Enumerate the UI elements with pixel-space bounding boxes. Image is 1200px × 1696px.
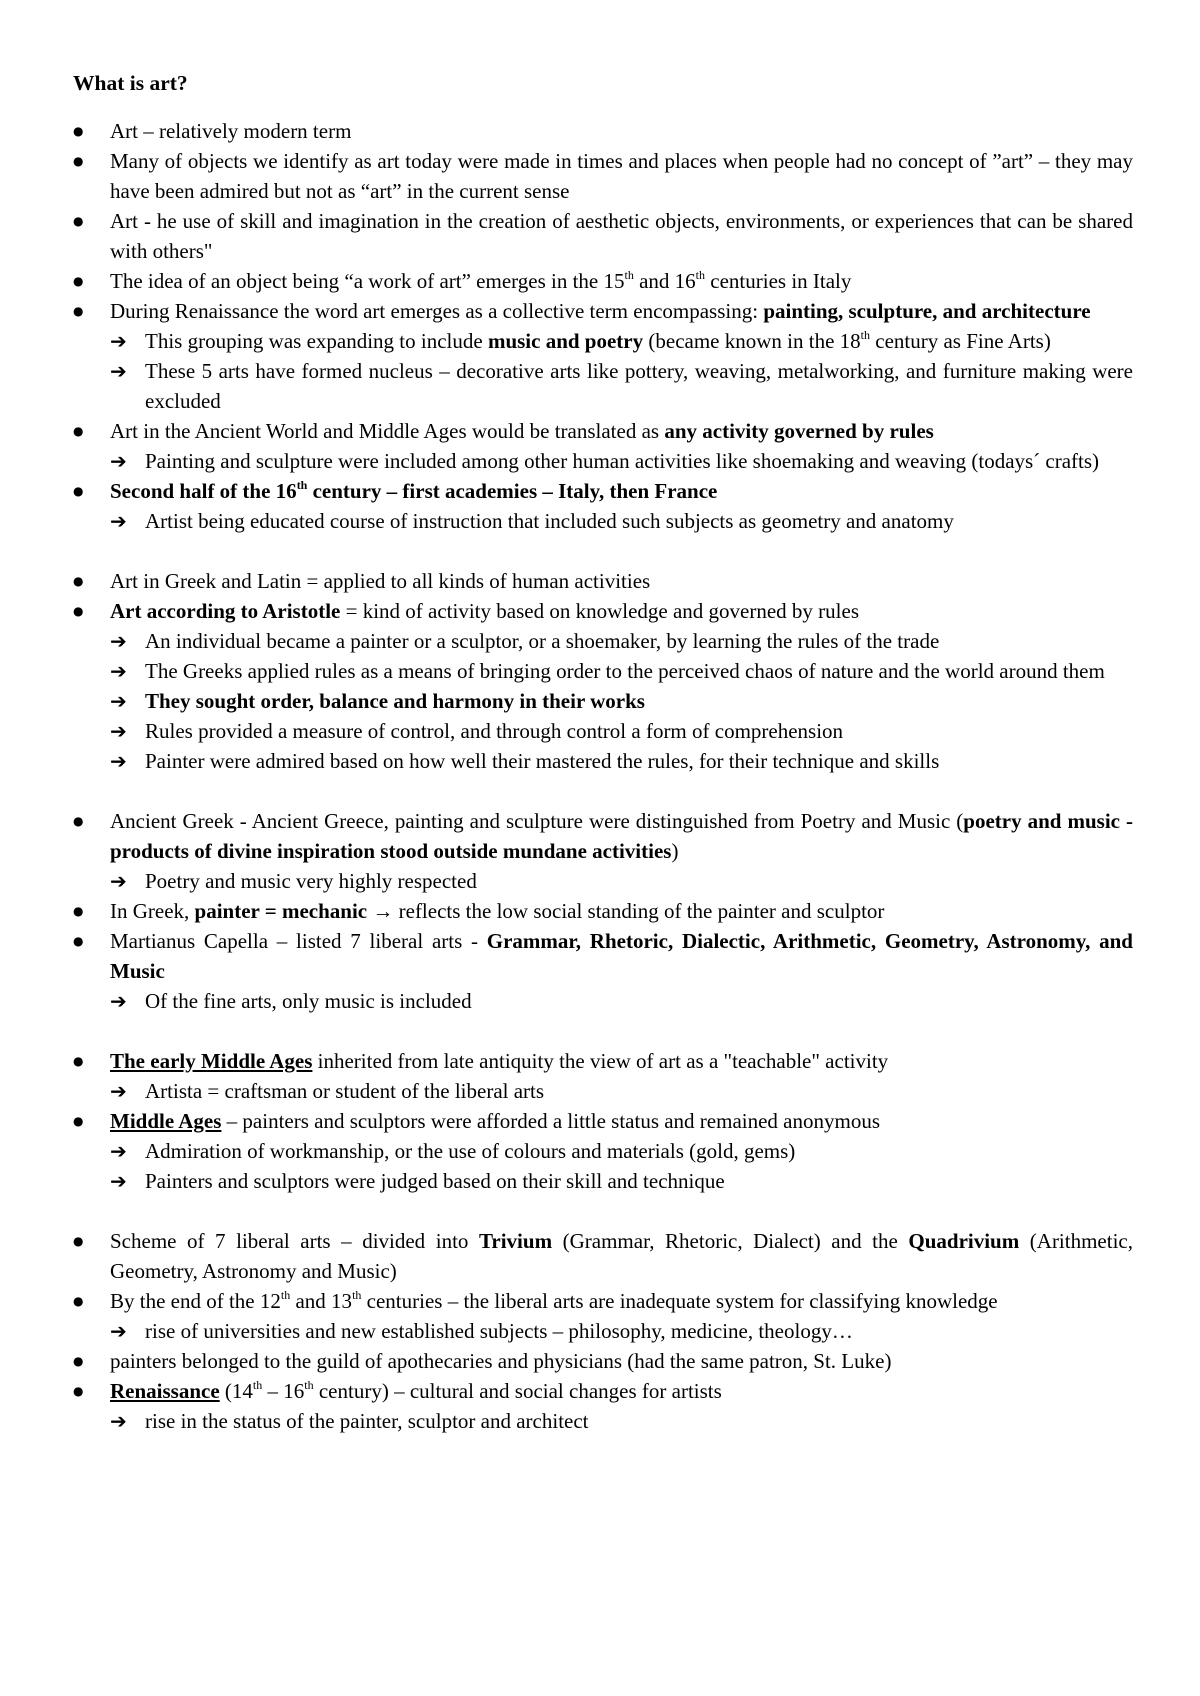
list-item: ● Art in the Ancient World and Middle Ages would be translated as any activity governed by rules bbox=[73, 416, 1133, 446]
arrow-icon: ➔ bbox=[110, 509, 127, 533]
spacer bbox=[73, 776, 1133, 806]
sub-item: ➔ rise in the status of the painter, sculptor and architect bbox=[73, 1406, 1133, 1436]
sub-item: ➔ Painting and sculpture were included among other human activities like shoemaking and weaving (todays´ crafts) bbox=[73, 446, 1133, 476]
sub-item: ➔ Artista = craftsman or student of the liberal arts bbox=[73, 1076, 1133, 1106]
arrow-icon: ➔ bbox=[110, 1409, 127, 1433]
sub-item: ➔ Artist being educated course of instruction that included such subjects as geometry and anatomy bbox=[73, 506, 1133, 536]
list-item: ● Art – relatively modern term bbox=[73, 116, 1133, 146]
list-item: ● Second half of the 16th century – first academies – Italy, then France bbox=[73, 476, 1133, 506]
spacer bbox=[73, 536, 1133, 566]
list-item: ● Renaissance (14th – 16th century) – cultural and social changes for artists bbox=[73, 1376, 1133, 1406]
sub-item: ➔ These 5 arts have formed nucleus – decorative arts like pottery, weaving, metalworking, and furniture making were excluded bbox=[73, 356, 1133, 416]
sub-item: ➔ Poetry and music very highly respected bbox=[73, 866, 1133, 896]
page-title: What is art? bbox=[73, 71, 188, 95]
arrow-icon: ➔ bbox=[110, 689, 127, 713]
arrow-icon: ➔ bbox=[110, 1169, 127, 1193]
list-item: ● During Renaissance the word art emerges as a collective term encompassing: painting, sculpture, and architecture bbox=[73, 296, 1133, 326]
sub-item: ➔ rise of universities and new established subjects – philosophy, medicine, theology… bbox=[73, 1316, 1133, 1346]
list-item: ● Art in Greek and Latin = applied to all kinds of human activities bbox=[73, 566, 1133, 596]
sub-item: ➔ Painters and sculptors were judged based on their skill and technique bbox=[73, 1166, 1133, 1196]
arrow-icon: ➔ bbox=[110, 359, 127, 383]
list-item: ● The early Middle Ages inherited from late antiquity the view of art as a "teachable" activity bbox=[73, 1046, 1133, 1076]
sub-item: ➔ The Greeks applied rules as a means of bringing order to the perceived chaos of nature and the world around them bbox=[73, 656, 1133, 686]
list-item: ● In Greek, painter = mechanic → reflects the low social standing of the painter and sculptor bbox=[73, 896, 1133, 926]
arrow-icon: ➔ bbox=[110, 1139, 127, 1163]
arrow-icon: ➔ bbox=[110, 659, 127, 683]
arrow-icon: ➔ bbox=[110, 1079, 127, 1103]
sub-item: ➔ Rules provided a measure of control, and through control a form of comprehension bbox=[73, 716, 1133, 746]
list-item: ● Scheme of 7 liberal arts – divided into Trivium (Grammar, Rhetoric, Dialect) and the Quadrivium (Arithmetic, Geometry, Astronomy and Music) bbox=[73, 1226, 1133, 1286]
sub-item: ➔ An individual became a painter or a sculptor, or a shoemaker, by learning the rules of the trade bbox=[73, 626, 1133, 656]
spacer bbox=[73, 1196, 1133, 1226]
list-item: ● The idea of an object being “a work of art” emerges in the 15th and 16th centuries in Italy bbox=[73, 266, 1133, 296]
sub-item: ➔ Admiration of workmanship, or the use of colours and materials (gold, gems) bbox=[73, 1136, 1133, 1166]
sub-item: ➔ This grouping was expanding to include music and poetry (became known in the 18th century as Fine Arts) bbox=[73, 326, 1133, 356]
list-item: ● Martianus Capella – listed 7 liberal arts - Grammar, Rhetoric, Dialectic, Arithmetic, Geometry, Astronomy, and Music bbox=[73, 926, 1133, 986]
list-item: ● painters belonged to the guild of apothecaries and physicians (had the same patron, St. Luke) bbox=[73, 1346, 1133, 1376]
arrow-icon: ➔ bbox=[110, 629, 127, 653]
spacer bbox=[73, 1016, 1133, 1046]
list-item: ● Ancient Greek - Ancient Greece, painting and sculpture were distinguished from Poetry and Music (poetry and music - products of divine inspiration stood outside mundane activities) bbox=[73, 806, 1133, 866]
arrow-icon: ➔ bbox=[110, 869, 127, 893]
arrow-icon: ➔ bbox=[110, 719, 127, 743]
arrow-icon: ➔ bbox=[110, 749, 127, 773]
list-item: ● Middle Ages – painters and sculptors were afforded a little status and remained anonymous bbox=[73, 1106, 1133, 1136]
sub-item: ➔ They sought order, balance and harmony in their works bbox=[73, 686, 1133, 716]
arrow-icon: ➔ bbox=[110, 329, 127, 353]
arrow-icon: ➔ bbox=[110, 1319, 127, 1343]
arrow-icon: ➔ bbox=[110, 449, 127, 473]
arrow-icon: ➔ bbox=[110, 989, 127, 1013]
list-item: ● Art - he use of skill and imagination in the creation of aesthetic objects, environments, or experiences that can be shared with others" bbox=[73, 206, 1133, 266]
list-item: ● Many of objects we identify as art today were made in times and places when people had no concept of ”art” – they may have been admired but not as “art” in the current sense bbox=[73, 146, 1133, 206]
sub-item: ➔ Painter were admired based on how well their mastered the rules, for their technique and skills bbox=[73, 746, 1133, 776]
sub-item: ➔ Of the fine arts, only music is included bbox=[73, 986, 1133, 1016]
list-item: ● Art according to Aristotle = kind of activity based on knowledge and governed by rules bbox=[73, 596, 1133, 626]
list-item: ● By the end of the 12th and 13th centuries – the liberal arts are inadequate system for classifying knowledge bbox=[73, 1286, 1133, 1316]
document-page bbox=[73, 68, 1133, 1436]
